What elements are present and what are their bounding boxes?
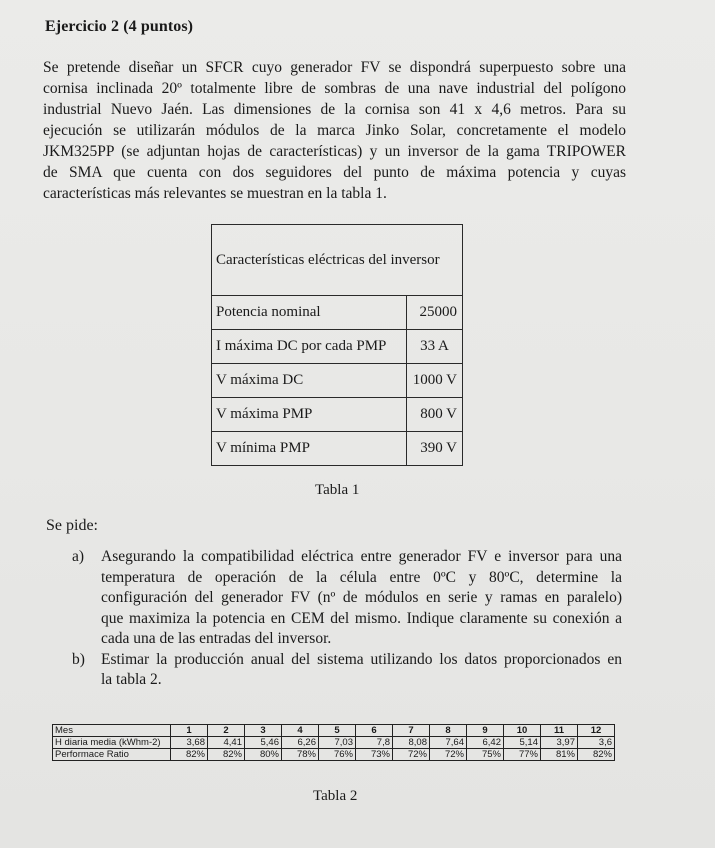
table-cell: 4,41	[208, 737, 245, 749]
month-header: 7	[393, 725, 430, 737]
table-cell: 80%	[245, 749, 282, 761]
table-cell: 7,64	[430, 737, 467, 749]
intro-line: de SMA que cuenta con dos seguidores del punto de máxima potencia y cuyas	[43, 164, 626, 181]
table2-caption: Tabla 2	[313, 788, 358, 804]
month-header: 1	[171, 725, 208, 737]
table-row-label: Mes	[53, 725, 171, 737]
table-cell-value: 390 V	[407, 432, 463, 466]
question-line: la tabla 2.	[101, 671, 162, 688]
table-cell: 77%	[504, 749, 541, 761]
table-row	[212, 296, 463, 330]
question-marker: a)	[72, 548, 85, 565]
table-cell-label: Potencia nominal	[212, 296, 407, 330]
question-line: que maximiza la potencia en CEM del mismo. Indique claramente su conexión a	[101, 609, 622, 627]
inverter-table-header: Características eléctricas del inversor	[212, 225, 463, 296]
monthly-data-table	[52, 724, 615, 761]
table-row	[212, 364, 463, 398]
intro-paragraph	[43, 57, 626, 204]
se-pide-label: Se pide:	[46, 517, 98, 534]
month-header: 8	[430, 725, 467, 737]
table-cell: 5,14	[504, 737, 541, 749]
table-cell: 72%	[430, 749, 467, 761]
table-cell-label: V mínima PMP	[212, 432, 407, 466]
table1-caption: Tabla 1	[315, 482, 360, 498]
table-cell: 8,08	[393, 737, 430, 749]
table-cell: 6,42	[467, 737, 504, 749]
table-cell: 7,03	[319, 737, 356, 749]
table-cell-value: 1000 V	[407, 364, 463, 398]
month-header: 6	[356, 725, 393, 737]
intro-line: Se pretende diseñar un SFCR cuyo generador FV se dispondrá superpuesto sobre una	[43, 59, 626, 76]
table-row	[53, 737, 615, 749]
table-cell-label: V máxima PMP	[212, 398, 407, 432]
intro-line: JKM325PP (se adjuntan hojas de características) y un inversor de la gama TRIPOWER	[43, 143, 626, 160]
table-cell: 3,68	[171, 737, 208, 749]
table-cell: 3,97	[541, 737, 578, 749]
table-cell-label: V máxima DC	[212, 364, 407, 398]
table-cell-value: 25000	[407, 296, 463, 330]
table-cell: 72%	[393, 749, 430, 761]
table-cell: 7,8	[356, 737, 393, 749]
table-row	[53, 749, 615, 761]
intro-line: industrial Nuevo Jaén. Las dimensiones de la cornisa son 41 x 4,6 metros. Para su	[43, 101, 626, 118]
month-header: 2	[208, 725, 245, 737]
question-line: temperatura de operación de la célula entre 0ºC y 80ºC, determine la	[101, 568, 622, 586]
table-cell-label: I máxima DC por cada PMP	[212, 330, 407, 364]
table-row	[212, 432, 463, 466]
table-cell: 82%	[208, 749, 245, 761]
table-cell: 3,6	[578, 737, 615, 749]
question-marker: b)	[72, 650, 85, 668]
table-row	[212, 398, 463, 432]
table-cell: 78%	[282, 749, 319, 761]
table-cell: 75%	[467, 749, 504, 761]
question-line: Estimar la producción anual del sistema utilizando los datos proporcionados en	[101, 650, 622, 668]
table-cell: 76%	[319, 749, 356, 761]
intro-line: cornisa inclinada 20º totalmente libre de sombras de una nave industrial del polígono	[43, 80, 626, 97]
table-row-label: H diaria media (kWhm-2)	[53, 737, 171, 749]
table-cell: 82%	[578, 749, 615, 761]
exercise-heading: Ejercicio 2 (4 puntos)	[45, 18, 194, 35]
question-line: cada una de las entradas del inversor.	[101, 630, 332, 647]
table-row	[212, 330, 463, 364]
question-item-a	[72, 547, 622, 650]
intro-line: ejecución se utilizarán módulos de la marca Jinko Solar, concretamente el modelo	[43, 122, 626, 139]
table-cell-value: 33 A	[407, 330, 463, 364]
intro-line: características más relevantes se muestran en la tabla 1.	[43, 185, 387, 202]
question-item-b	[72, 650, 622, 691]
table-row	[53, 725, 615, 737]
month-header: 10	[504, 725, 541, 737]
table-cell: 73%	[356, 749, 393, 761]
question-line: Asegurando la compatibilidad eléctrica entre generador FV e inversor para una	[101, 548, 622, 565]
month-header: 4	[282, 725, 319, 737]
month-header: 11	[541, 725, 578, 737]
table-cell: 6,26	[282, 737, 319, 749]
month-header: 9	[467, 725, 504, 737]
month-header: 5	[319, 725, 356, 737]
question-line: configuración del generador FV (nº de módulos en serie y ramas en paralelo)	[101, 589, 622, 606]
table-cell-value: 800 V	[407, 398, 463, 432]
month-header: 12	[578, 725, 615, 737]
table-row-label: Performace Ratio	[53, 749, 171, 761]
inverter-table	[211, 224, 463, 466]
table-cell: 82%	[171, 749, 208, 761]
table-cell: 81%	[541, 749, 578, 761]
table-cell: 5,46	[245, 737, 282, 749]
month-header: 3	[245, 725, 282, 737]
question-list	[72, 547, 622, 691]
